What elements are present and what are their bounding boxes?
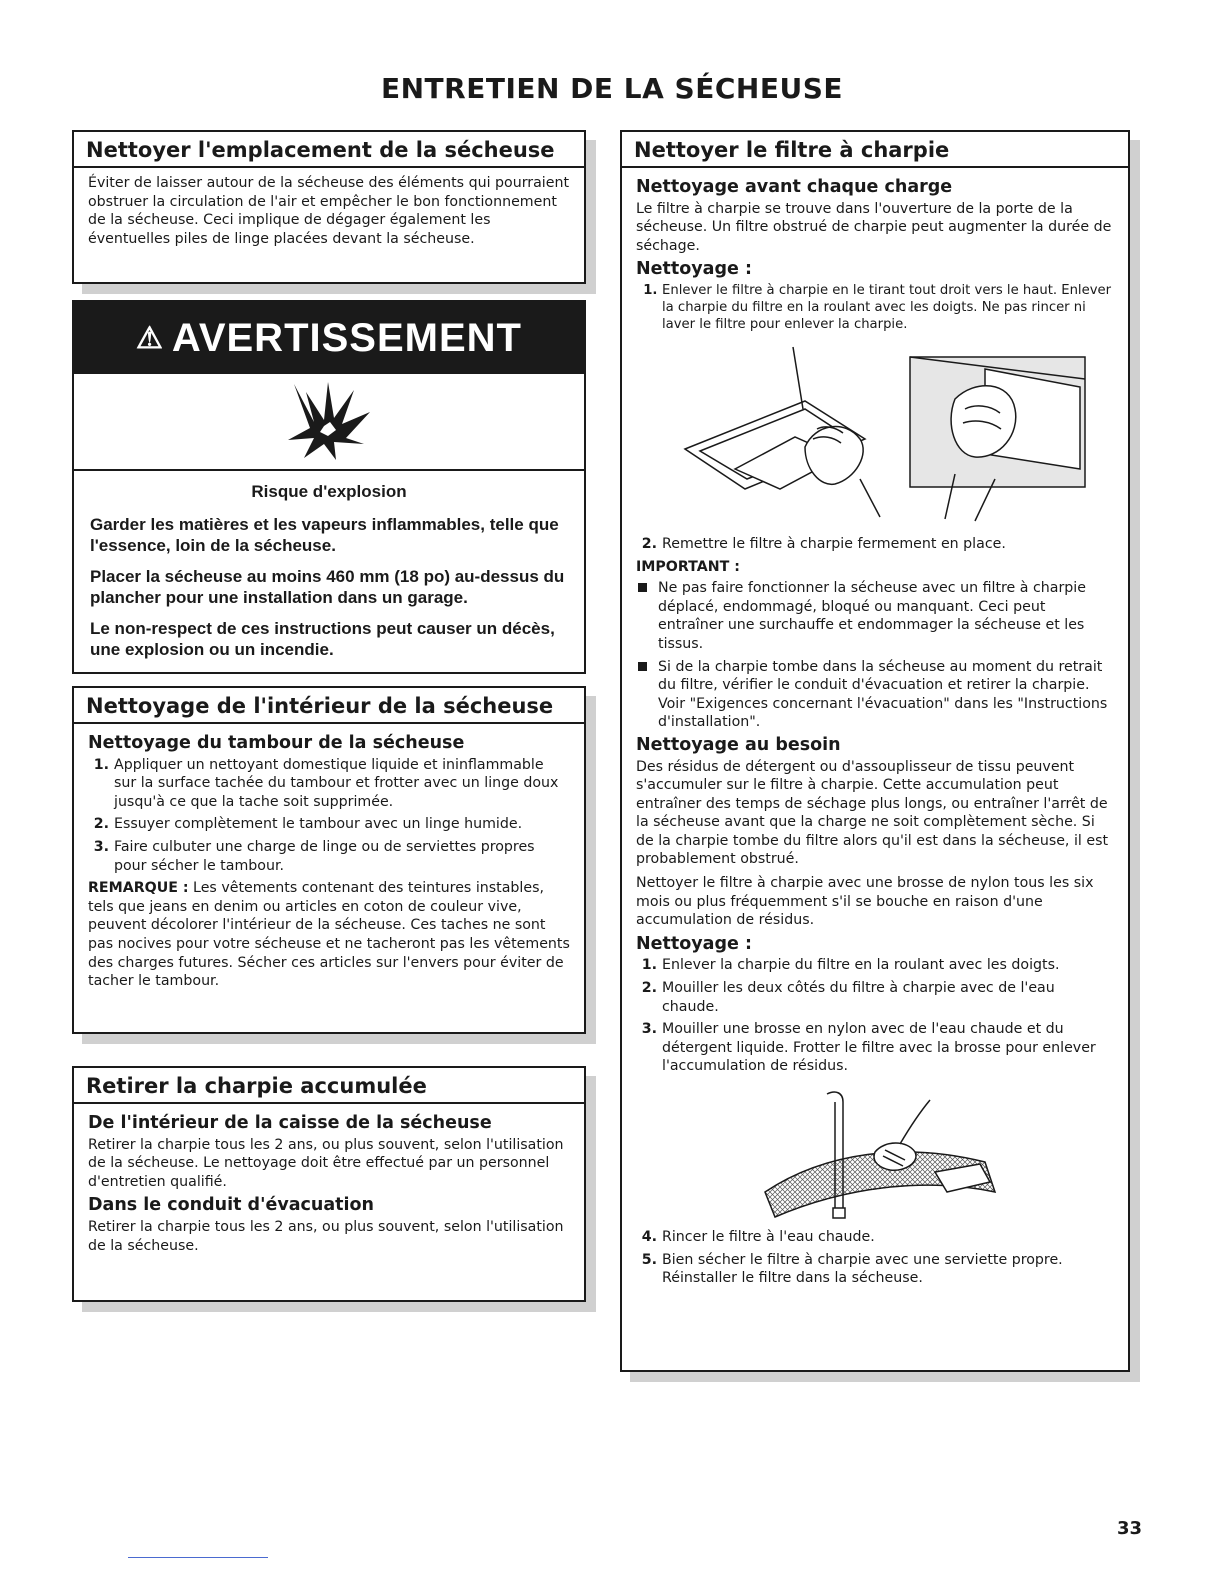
- page-number: 33: [1116, 1518, 1142, 1539]
- list-item: Ne pas faire fonctionner la sécheuse avec un filtre à charpie déplacé, endommagé, bloqué ou manquant. Ceci peut entraîner une surchauffe et endommager la sécheuse et les tissus.: [658, 579, 1114, 653]
- list-item: 4. Rincer le filtre à l'eau chaude.: [662, 1228, 1114, 1247]
- brush-scrub-illustration: [735, 1082, 1015, 1222]
- cleaning-label-2: Nettoyage :: [636, 933, 752, 954]
- list-item: 3. Faire culbuter une charge de linge ou de serviettes propres pour sécher le tambour.: [114, 838, 570, 875]
- lint-filter-heading: Nettoyer le filtre à charpie: [622, 132, 1128, 168]
- replace-step: [636, 535, 1114, 554]
- lint-filter-removal-illustration: [655, 339, 1095, 529]
- explosion-icon: [284, 382, 374, 462]
- accumulated-section: [72, 1066, 586, 1302]
- warning-p2: Placer la sécheuse au moins 460 mm (18 po) au-dessus du plancher pour une installation dans un garage.: [90, 567, 565, 607]
- exhaust-subheading: Dans le conduit d'évacuation: [88, 1195, 375, 1216]
- interior-section: [72, 686, 586, 1034]
- cabinet-subheading: De l'intérieur de la caisse de la sécheuse: [88, 1113, 492, 1133]
- each-load-steps: [636, 282, 1114, 333]
- each-load-subheading: Nettoyage avant chaque charge: [636, 177, 953, 197]
- list-item: 1. Enlever la charpie du filtre en la roulant avec les doigts.: [662, 956, 1114, 975]
- final-steps: [636, 1228, 1114, 1288]
- page-title: ENTRETIEN DE LA SÉCHEUSE: [381, 72, 843, 105]
- warning-section: [72, 300, 586, 674]
- accumulated-heading: Retirer la charpie accumulée: [74, 1068, 584, 1104]
- location-text: Éviter de laisser autour de la sécheuse des éléments qui pourraient obstruer la circulation de l'air et empêcher le bon fonctionnement de la sécheuse. Ceci implique de dégager également les éventuelles piles de linge placées devant la sécheuse.: [88, 175, 570, 247]
- warning-p3: Le non-respect de ces instructions peut causer un décès, une explosion ou un incendie.: [90, 619, 555, 659]
- lint-filter-section: [620, 130, 1130, 1372]
- interior-note: REMARQUE : Les vêtements contenant des teintures instables, tels que jeans en denim ou articles en coton de couleur vive, peuvent décolorer l'intérieur de la sécheuse. Ces taches ne sont pas nocives pour votre sécheuse et ne tacheront pas les vêtements des charges futures. Sécher ces articles sur l'envers pour éviter de tacher le tambour.: [88, 880, 570, 990]
- important-list: [636, 579, 1114, 732]
- each-load-text: Le filtre à charpie se trouve dans l'ouverture de la porte de la sécheuse. Un filtre obstrué de charpie peut augmenter la durée de séchage.: [636, 200, 1112, 254]
- list-item: 1. Appliquer un nettoyant domestique liquide et ininflammable sur la surface tachée du tambour et frotter avec un linge doux jusqu'à ce que la tache soit supprimée.: [114, 756, 570, 812]
- as-needed-subheading: Nettoyage au besoin: [636, 734, 841, 755]
- cabinet-text: Retirer la charpie tous les 2 ans, ou plus souvent, selon l'utilisation de la sécheuse. Le nettoyage doit être effectué par un personnel d'entretien qualifié.: [88, 1136, 564, 1190]
- list-item: Si de la charpie tombe dans la sécheuse au moment du retrait du filtre, vérifier le conduit d'évacuation et retirer la charpie. Voir "Exigences concernant l'évacuation" dans les "Instructions d'installation".: [658, 658, 1114, 732]
- list-item: 2. Remettre le filtre à charpie fermement en place.: [662, 535, 1114, 554]
- exhaust-text: Retirer la charpie tous les 2 ans, ou plus souvent, selon l'utilisation de la sécheuse.: [88, 1218, 564, 1254]
- list-item: 2. Mouiller les deux côtés du filtre à charpie avec de l'eau chaude.: [662, 979, 1114, 1016]
- warning-banner: [74, 302, 584, 374]
- cleaning-label: Nettoyage :: [636, 259, 752, 280]
- as-needed-p2: Nettoyer le filtre à charpie avec une brosse de nylon tous les six mois ou plus fréquemment s'il se bouche en raison d'une accumulation de résidus.: [636, 875, 1094, 929]
- location-section: [72, 130, 586, 284]
- list-item: 1. Enlever le filtre à charpie en le tirant tout droit vers le haut. Enlever la charpie du filtre en la roulant avec les doigts. Ne pas rincer ni laver le filtre pour enlever la charpie.: [662, 282, 1114, 333]
- warning-triangle-icon: ⚠: [136, 321, 164, 355]
- warning-risk: Risque d'explosion: [251, 482, 407, 501]
- warning-banner-text: AVERTISSEMENT: [171, 315, 522, 360]
- important-label: IMPORTANT :: [636, 558, 740, 575]
- warning-p1: Garder les matières et les vapeurs inflammables, telle que l'essence, loin de la sécheuse.: [90, 515, 559, 555]
- interior-steps: [88, 756, 570, 876]
- location-heading: Nettoyer l'emplacement de la sécheuse: [74, 132, 584, 168]
- interior-heading: Nettoyage de l'intérieur de la sécheuse: [74, 688, 584, 724]
- as-needed-p1: Des résidus de détergent ou d'assouplisseur de tissu peuvent s'accumuler sur le filtre à charpie. Cette accumulation peut entraîner des temps de séchage plus longs, ou entraîner l'arrêt de la sécheuse avant que la charge ne soit complètement sèche. Si de la charpie tombe du filtre alors qu'il est dans la sécheuse, il est probablement obstrué.: [636, 758, 1109, 868]
- note-label: REMARQUE :: [88, 880, 189, 897]
- interior-subheading: Nettoyage du tambour de la sécheuse: [88, 733, 465, 753]
- as-needed-steps: [636, 956, 1114, 1076]
- footer-divider: [128, 1557, 268, 1558]
- list-item: 5. Bien sécher le filtre à charpie avec une serviette propre. Réinstaller le filtre dans la sécheuse.: [662, 1251, 1114, 1288]
- list-item: 3. Mouiller une brosse en nylon avec de l'eau chaude et du détergent liquide. Frotter le filtre avec la brosse pour enlever l'accumulation de résidus.: [662, 1020, 1114, 1076]
- list-item: 2. Essuyer complètement le tambour avec un linge humide.: [114, 815, 570, 834]
